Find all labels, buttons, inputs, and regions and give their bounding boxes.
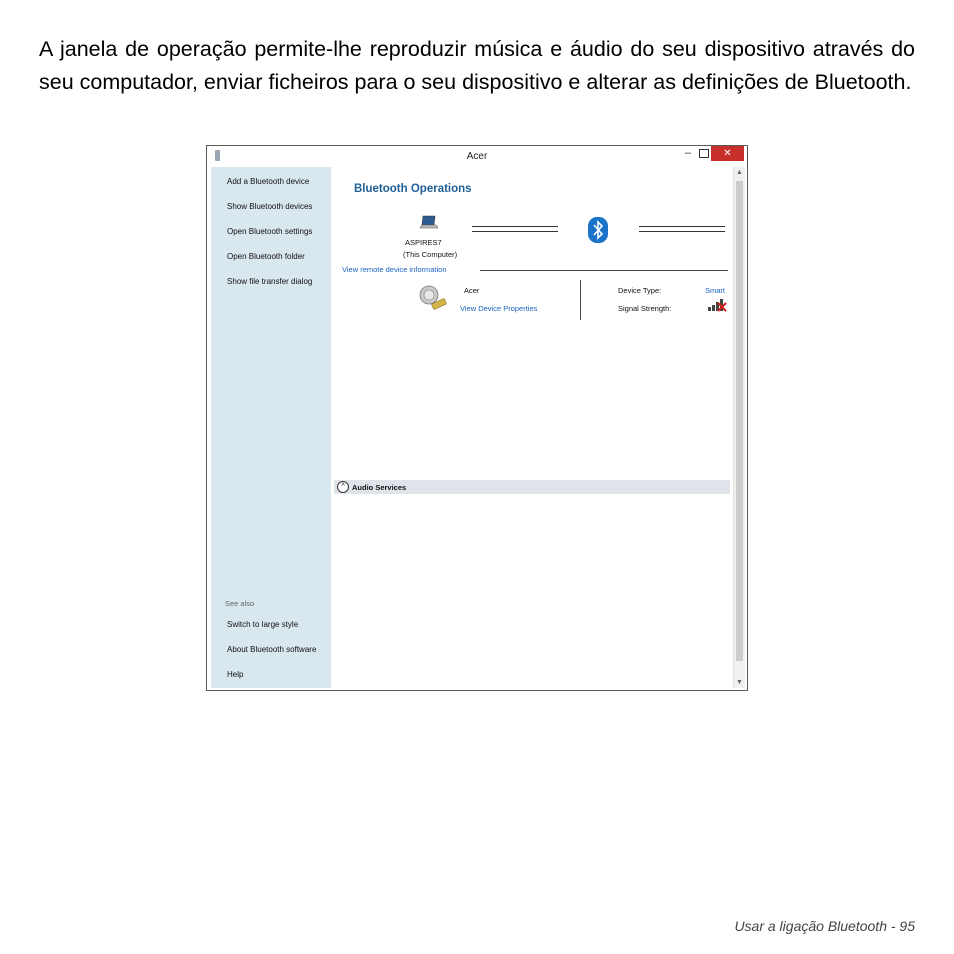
- sidebar-item-file-transfer[interactable]: Show file transfer dialog: [227, 277, 313, 286]
- scroll-up-arrow[interactable]: ▲: [736, 169, 743, 176]
- vertical-divider: [580, 280, 581, 320]
- sidebar-item-open-settings[interactable]: Open Bluetooth settings: [227, 227, 313, 236]
- computer-name: ASPIRES7: [405, 238, 442, 247]
- sidebar-item-show-devices[interactable]: Show Bluetooth devices: [227, 202, 313, 211]
- scroll-thumb[interactable]: [736, 181, 743, 661]
- device-type-value: Smart: [705, 286, 726, 295]
- sidebar-item-about[interactable]: About Bluetooth software: [227, 645, 317, 654]
- bluetooth-icon: [588, 217, 608, 243]
- vertical-scrollbar[interactable]: [733, 167, 745, 688]
- minimize-button[interactable]: –: [684, 147, 691, 159]
- view-remote-info-link[interactable]: View remote device information: [342, 265, 447, 274]
- maximize-button[interactable]: [699, 149, 709, 158]
- sidebar-item-help[interactable]: Help: [227, 670, 244, 679]
- see-also-heading: See also: [225, 599, 255, 608]
- task-sidebar: [211, 167, 331, 688]
- section-label: Audio Services: [352, 483, 407, 492]
- page-footer: Usar a ligação Bluetooth - 95: [734, 918, 915, 934]
- view-device-properties-link[interactable]: View Device Properties: [460, 304, 538, 313]
- device-type-label: Device Type:: [618, 286, 662, 295]
- sidebar-item-add-device[interactable]: Add a Bluetooth device: [227, 177, 310, 186]
- page-title: Bluetooth Operations: [354, 183, 472, 195]
- remote-device-icon: [417, 283, 449, 313]
- intro-paragraph: A janela de operação permite-lhe reproduzir música e áudio do seu dispositivo através do seu computador, enviar ficheiros para o seu dispositivo e alterar as definições de Bluetooth.: [39, 37, 915, 94]
- connection-line: [472, 231, 558, 232]
- close-button[interactable]: ✕: [711, 146, 744, 161]
- connection-line: [639, 226, 725, 227]
- computer-note: (This Computer): [403, 250, 458, 259]
- title-bar: [207, 146, 747, 167]
- device-name: Acer: [464, 286, 480, 295]
- sidebar-item-large-style[interactable]: Switch to large style: [227, 620, 299, 629]
- collapse-icon[interactable]: ^: [337, 481, 349, 493]
- signal-strength-icon: [707, 298, 727, 312]
- scroll-down-arrow[interactable]: ▼: [736, 679, 743, 686]
- window-title: Acer: [466, 151, 488, 162]
- sidebar-item-open-folder[interactable]: Open Bluetooth folder: [227, 252, 305, 261]
- connection-line: [472, 226, 558, 227]
- laptop-icon: [420, 215, 438, 231]
- bluetooth-operations-window: [206, 145, 748, 691]
- connection-line: [639, 231, 725, 232]
- main-panel: [331, 167, 733, 688]
- audio-services-header[interactable]: [334, 480, 730, 494]
- signal-strength-label: Signal Strength:: [618, 304, 672, 313]
- separator-line: [480, 270, 728, 271]
